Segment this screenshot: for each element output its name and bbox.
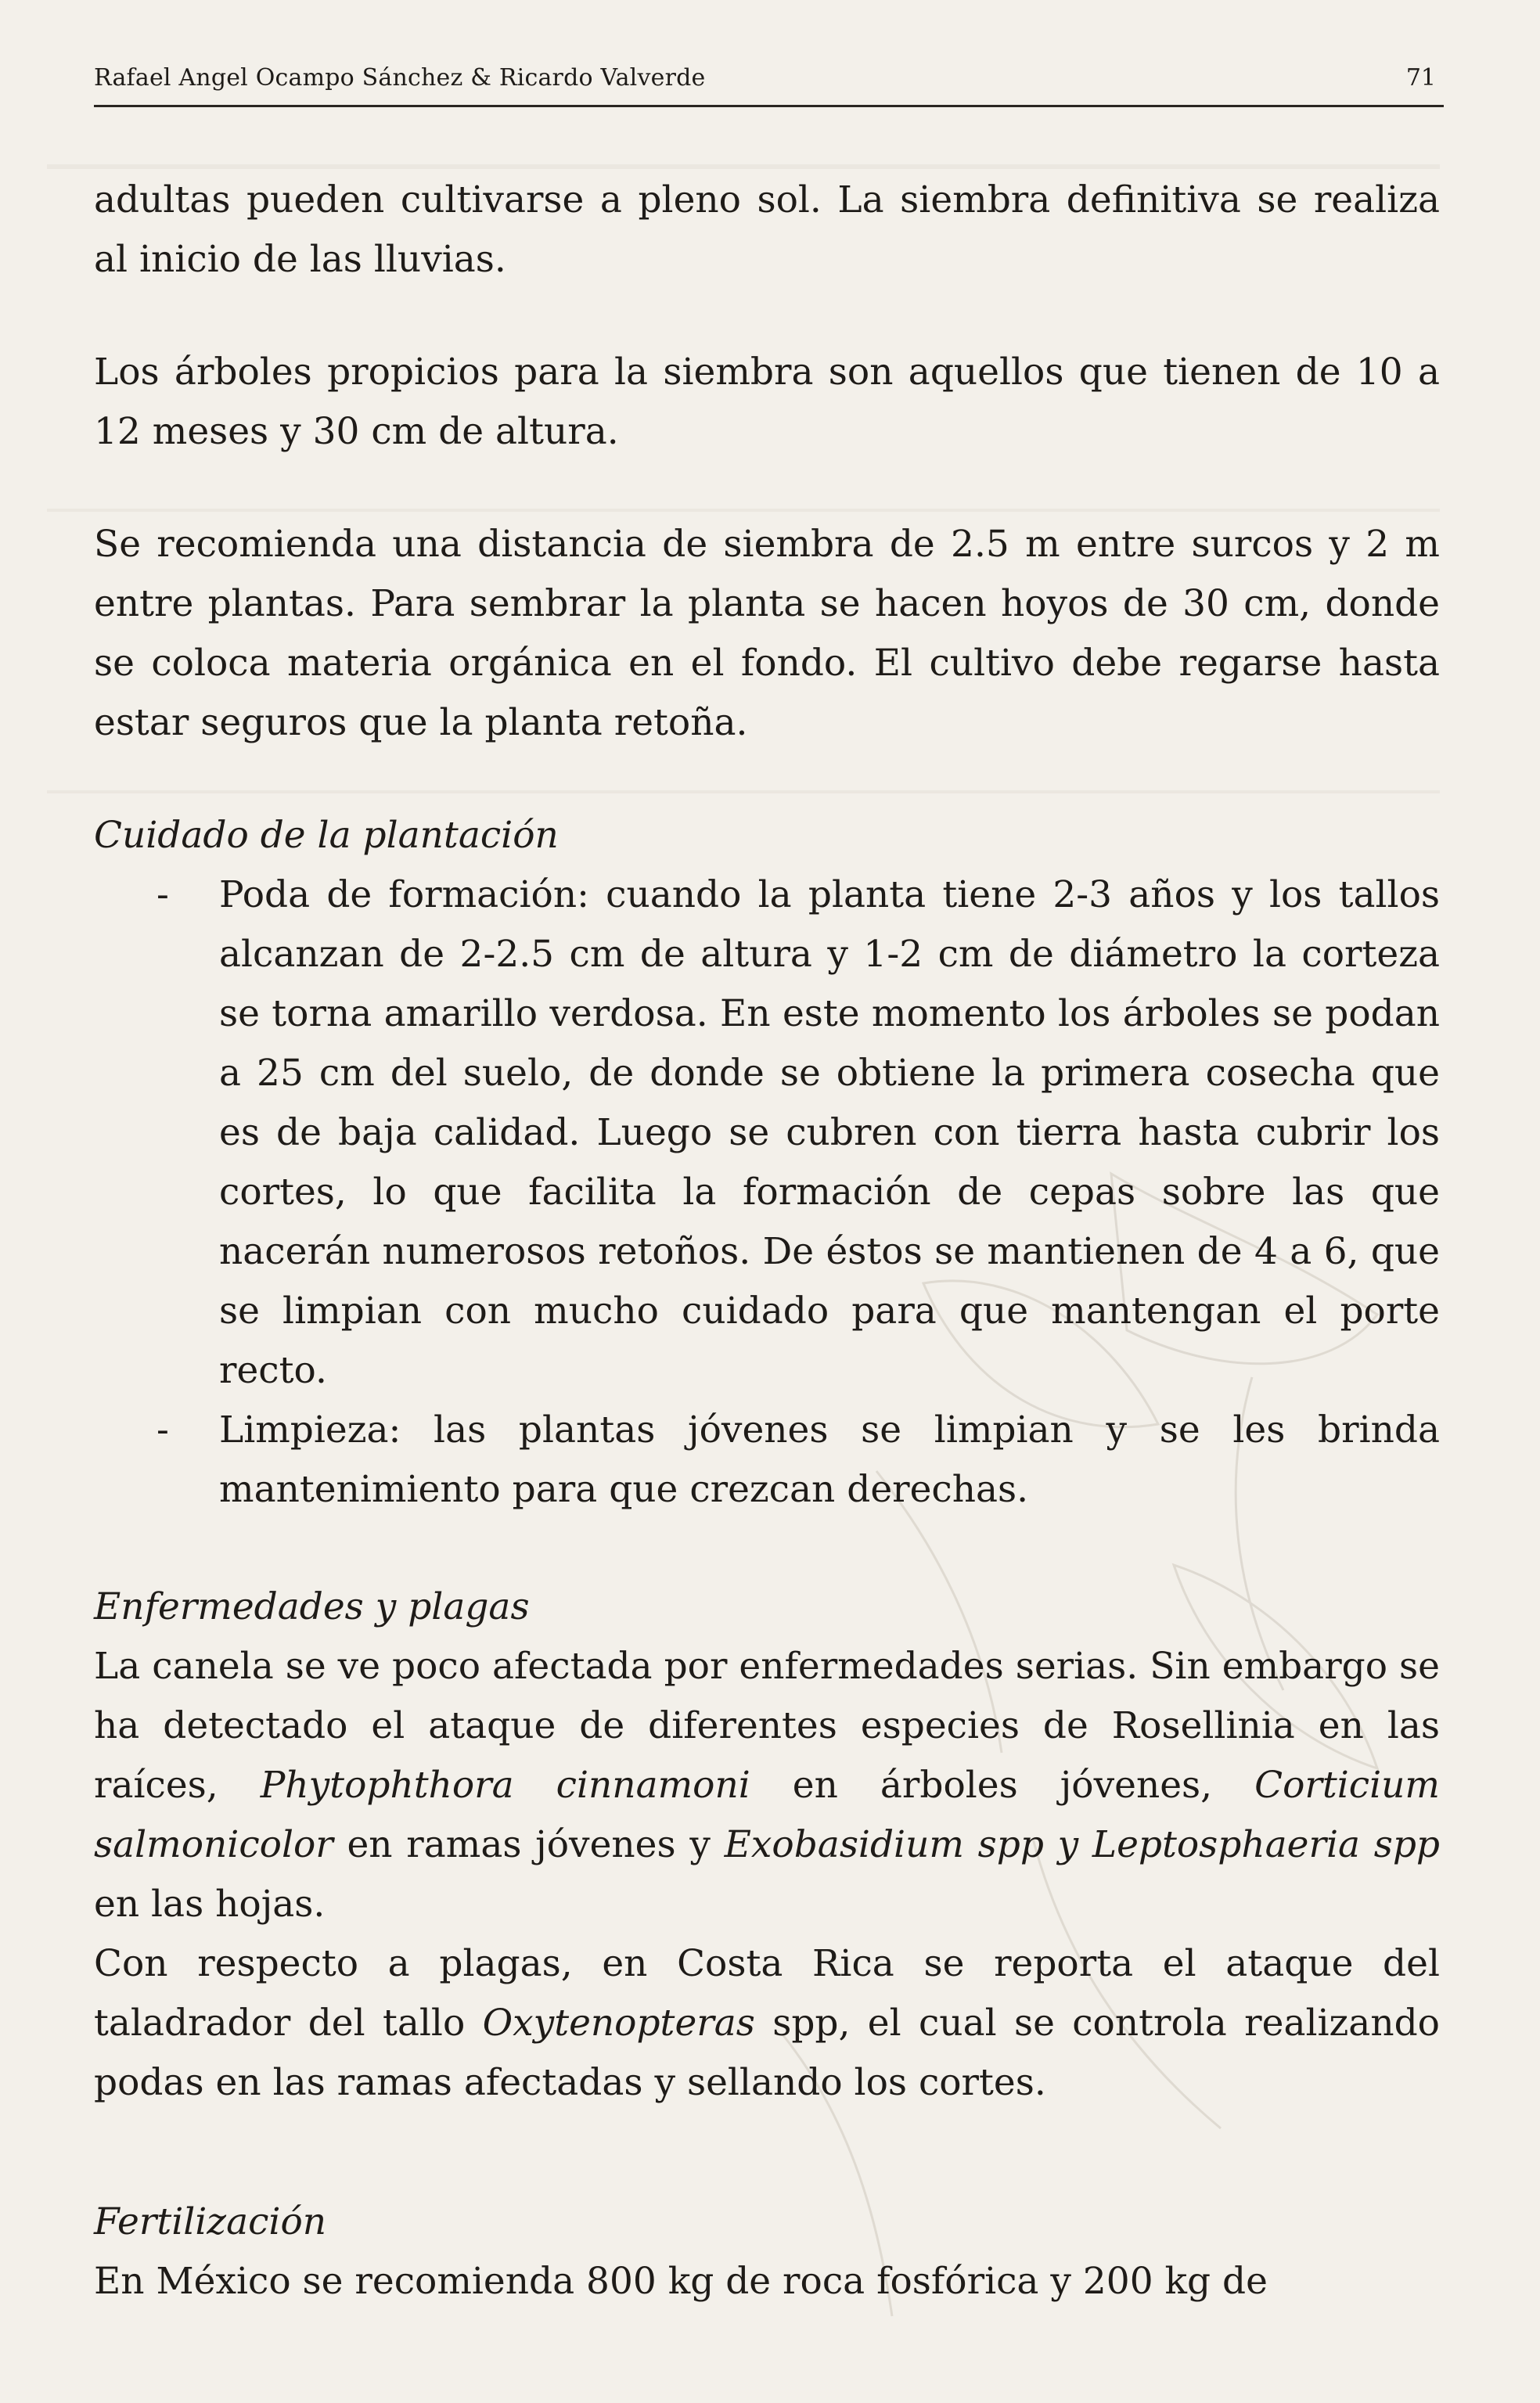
section-heading-enfermedades: Enfermedades y plagas (94, 1585, 530, 1628)
text-run: spp, el cual se controla realizando podas en las ramas afectadas y sellando los cortes. (94, 2002, 1440, 2104)
species-name: Phytophthora cinnamoni (260, 1764, 750, 1807)
section-heading-cuidado: Cuidado de la plantación (94, 814, 559, 857)
bullet-list (94, 865, 1440, 1520)
section-heading-fertilizacion: Fertilización (94, 2200, 327, 2243)
text-run: en las hojas. (94, 1883, 326, 1926)
text-run: en ramas jóvenes y (347, 1823, 711, 1866)
paragraph (94, 1934, 1440, 2113)
paragraph: adultas pueden cultivarse a pleno sol. La siembra definitiva se realiza al inicio de las lluvias. (94, 178, 1440, 281)
text-run: La canela se ve poco afectada por enfermedades serias. Sin embargo se ha detectado el ataque de diferentes especies de Rosellinia en las raíces, (94, 1645, 1440, 1807)
text-run: en árboles jóvenes, (792, 1764, 1213, 1807)
text-run: Con respecto a plagas, en Costa Rica se reporta el ataque del taladrador del tallo (94, 1942, 1440, 2045)
list-item-text: Poda de formación: cuando la planta tiene 2-3 años y los tallos alcanzan de 2-2.5 cm de altura y 1-2 cm de diámetro la corteza se torna amarillo verdosa. En este momento los árboles se podan a 25 cm del suelo, de donde se obtiene la primera cosecha que es de baja calidad. Luego se cubren con tierra hasta cubrir los cortes, lo que facilita la formación de cepas sobre las que nacerán numerosos retoños. De éstos se mantienen de 4 a 6, que se limpian con mucho cuidado para que mantengan el porte recto. (219, 873, 1440, 1392)
paragraph (94, 1637, 1440, 1934)
species-name: Oxytenopteras (482, 2002, 755, 2045)
paragraph: Se recomienda una distancia de siembra de 2.5 m entre surcos y 2 m entre plantas. Para sembrar la planta se hacen hoyos de 30 cm, donde se coloca materia orgánica en el fondo. El cultivo debe regarse hasta estar seguros que la planta retoña. (94, 523, 1440, 744)
species-name: Corticium salmonicolor (94, 1764, 1440, 1866)
body-text (94, 171, 1440, 2311)
header-authors: Rafael Angel Ocampo Sánchez & Ricardo Valverde (94, 64, 706, 92)
running-header (94, 59, 1444, 107)
paragraph: En México se recomienda 800 kg de roca fosfórica y 200 kg de (94, 2260, 1268, 2303)
bullet-marker: - (157, 1408, 169, 1452)
paragraph: Los árboles propicios para la siembra son aquellos que tienen de 10 a 12 meses y 30 cm de altura. (94, 351, 1440, 453)
bullet-marker: - (157, 873, 169, 916)
list-item-text: Limpieza: las plantas jóvenes se limpian y se les brinda mantenimiento para que crezcan derechas. (219, 1408, 1440, 1511)
list-item (94, 865, 1440, 1401)
list-item (94, 1401, 1440, 1520)
page-number: 71 (1405, 64, 1436, 92)
species-name: Exobasidium spp y Leptosphaeria spp (724, 1823, 1440, 1866)
